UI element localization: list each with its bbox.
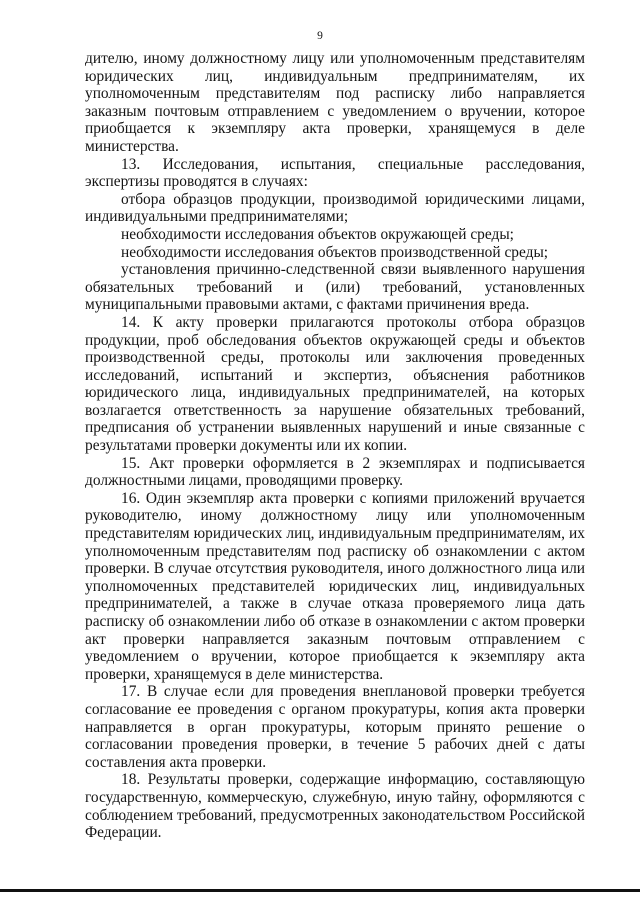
document-body bbox=[85, 50, 585, 842]
paragraph-13-item-2: необходимости исследования объектов окружающей среды; bbox=[121, 225, 514, 243]
paragraph-17: 17. В случае если для проведения внеплановой проверки требуется согласование ее проведения с органом прокуратуры, копия акта проверки направляется в орган прокуратуры, которым принято решение о согласовании проведения проверки, в течение 5 рабочих дней с даты составления акта проверки. bbox=[85, 683, 585, 771]
page-number: 9 bbox=[317, 30, 323, 42]
paragraph-13-item-1: отбора образцов продукции, производимой юридическими лицами, индивидуальными предпринимателями; bbox=[85, 190, 585, 226]
bottom-rule bbox=[0, 889, 640, 892]
paragraph-15: 15. Акт проверки оформляется в 2 экземплярах и подписывается должностными лицами, проводящими проверку. bbox=[85, 454, 585, 490]
paragraph-13: 13. Исследования, испытания, специальные расследования, экспертизы проводятся в случаях: bbox=[85, 155, 585, 191]
paragraph-18: 18. Результаты проверки, содержащие информацию, составляющую государственную, коммерческую, служебную, иную тайну, оформляются с соблюдением требований, предусмотренных законодательством Российской Федерации. bbox=[85, 771, 585, 842]
paragraph-13-item-4: установления причинно-следственной связи выявленного нарушения обязательных требований и (или) требований, установленных муниципальными правовыми актами, с фактами причинения вреда. bbox=[85, 261, 585, 314]
paragraph-14: 14. К акту проверки прилагаются протоколы отбора образцов продукции, проб обследования объектов окружающей среды и объектов производственной среды, протоколы или заключения проведенных исследований, испытаний и экспертиз, объяснения работников юридического лица, индивидуальных предпринимателей, на которых возлагается ответственность за нарушение обязательных требований, предписания об устранении выявленных нарушений и иные связанные с результатами проверки документы или их копии. bbox=[85, 313, 585, 455]
paragraph-continuation: дителю, иному должностному лицу или уполномоченным представителям юридических лиц, индивидуальным предпринимателям, их уполномоченным представителям под расписку либо направляется заказным почтовым отправлением с уведомлением о вручении, которое приобщается к экземпляру акта проверки, хранящемуся в деле министерства. bbox=[85, 50, 585, 155]
paragraph-13-item-3: необходимости исследования объектов производственной среды; bbox=[121, 243, 549, 261]
paragraph-16: 16. Один экземпляр акта проверки с копиями приложений вручается руководителю, иному должностному лицу или уполномоченным представителям юридических лиц, индивидуальным предпринимателям, их уполномоченным представителям под расписку об ознакомлении с актом проверки. В случае отсутствия руководителя, иного должностного лица или уполномоченных представителей юридических лиц, индивидуальных предпринимателей, а также в случае отказа проверяемого лица дать расписку об ознакомлении либо об отказе в ознакомлении с актом проверки акт проверки направляется заказным почтовым отправлением с уведомлением о вручении, которое приобщается к экземпляру акта проверки, хранящемуся в деле министерства. bbox=[85, 489, 585, 683]
